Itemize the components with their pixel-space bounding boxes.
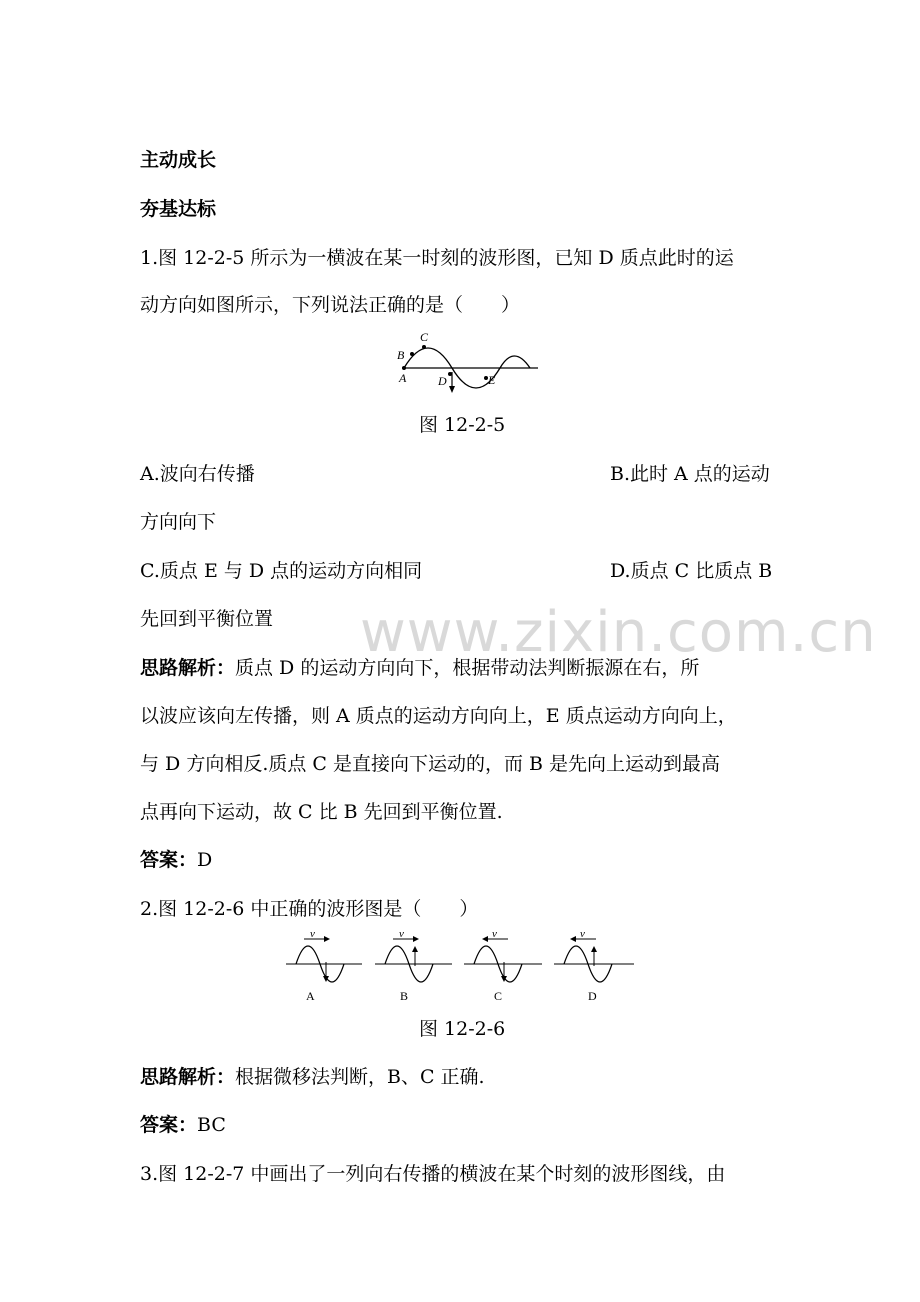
point-c-dot <box>422 345 426 349</box>
section-heading: 主动成长 <box>140 149 217 171</box>
point-d-dot <box>448 372 452 376</box>
q2-answer <box>140 1112 226 1138</box>
q2-stem: 2.图 12-2-6 中正确的波形图是（ ） <box>140 898 479 920</box>
panel-d-velocity: v <box>580 928 585 940</box>
label-c: C <box>420 330 429 344</box>
watermark: www.zixin.com.cn <box>360 600 877 665</box>
label-b: B <box>397 348 405 362</box>
q3-stem-line1: 3.图 12-2-7 中画出了一列向右传播的横波在某个时刻的波形图线，由 <box>140 1163 726 1185</box>
q1-analysis-line3: 与 D 方向相反.质点 C 是直接向下运动的，而 B 是先向上运动到最高 <box>140 753 721 775</box>
q1-answer-label: 答案： <box>140 849 198 871</box>
point-b-dot <box>410 352 414 356</box>
q1-analysis-text1: 质点 D 的运动方向向下，根据带动法判断振源在右，所 <box>235 657 700 679</box>
q1-analysis-line4: 点再向下运动，故 C 比 B 先回到平衡位置. <box>140 801 503 823</box>
panel-a-label: A <box>306 989 315 1003</box>
panel-d <box>554 928 634 1003</box>
q1-option-b-cont: 方向向下 <box>140 511 217 533</box>
panel-b <box>375 928 452 1003</box>
panel-d-label: D <box>588 989 597 1003</box>
q1-option-d: D.质点 C 比质点 B <box>610 560 773 582</box>
q1-stem-line1: 1.图 12-2-5 所示为一横波在某一时刻的波形图，已知 D 质点此时的运 <box>140 247 734 269</box>
label-a: A <box>399 371 407 385</box>
figure-12-2-5-caption: 图 12-2-5 <box>419 414 506 436</box>
section-subheading: 夯基达标 <box>140 198 217 220</box>
label-e: E <box>488 373 496 387</box>
panel-a-velocity: v <box>310 928 315 940</box>
panel-b-velocity: v <box>399 928 404 940</box>
figure-12-2-5 <box>390 326 550 396</box>
panel-c <box>464 928 542 1003</box>
panel-c-label: C <box>494 989 503 1003</box>
point-a-dot <box>402 366 406 370</box>
q2-answer-value: BC <box>197 1114 226 1136</box>
figure-12-2-6-caption: 图 12-2-6 <box>419 1018 506 1040</box>
q1-stem-line2: 动方向如图所示，下列说法正确的是（ ） <box>140 294 521 316</box>
d-arrow-head <box>449 386 455 393</box>
q2-analysis-label: 思路解析： <box>140 1066 236 1088</box>
panel-c-velocity: v <box>492 928 497 940</box>
panel-b-label: B <box>400 989 409 1003</box>
q1-option-a: A.波向右传播 <box>140 463 255 485</box>
q1-option-b: B.此时 A 点的运动 <box>610 463 770 485</box>
q2-analysis <box>140 1064 485 1090</box>
label-d: D <box>438 374 447 388</box>
q2-answer-label: 答案： <box>140 1114 198 1136</box>
q1-answer <box>140 847 212 873</box>
panel-a <box>286 928 362 1003</box>
q1-option-c: C.质点 E 与 D 点的运动方向相同 <box>140 560 423 582</box>
q2-analysis-text: 根据微移法判断，B、C 正确. <box>235 1066 485 1088</box>
q1-analysis-line2: 以波应该向左传播，则 A 质点的运动方向向上，E 质点运动方向向上， <box>140 705 737 727</box>
q1-answer-value: D <box>197 849 213 871</box>
q1-analysis-label: 思路解析： <box>140 657 236 679</box>
figure-12-2-6 <box>282 928 642 1008</box>
q1-option-d-cont: 先回到平衡位置 <box>140 608 274 630</box>
